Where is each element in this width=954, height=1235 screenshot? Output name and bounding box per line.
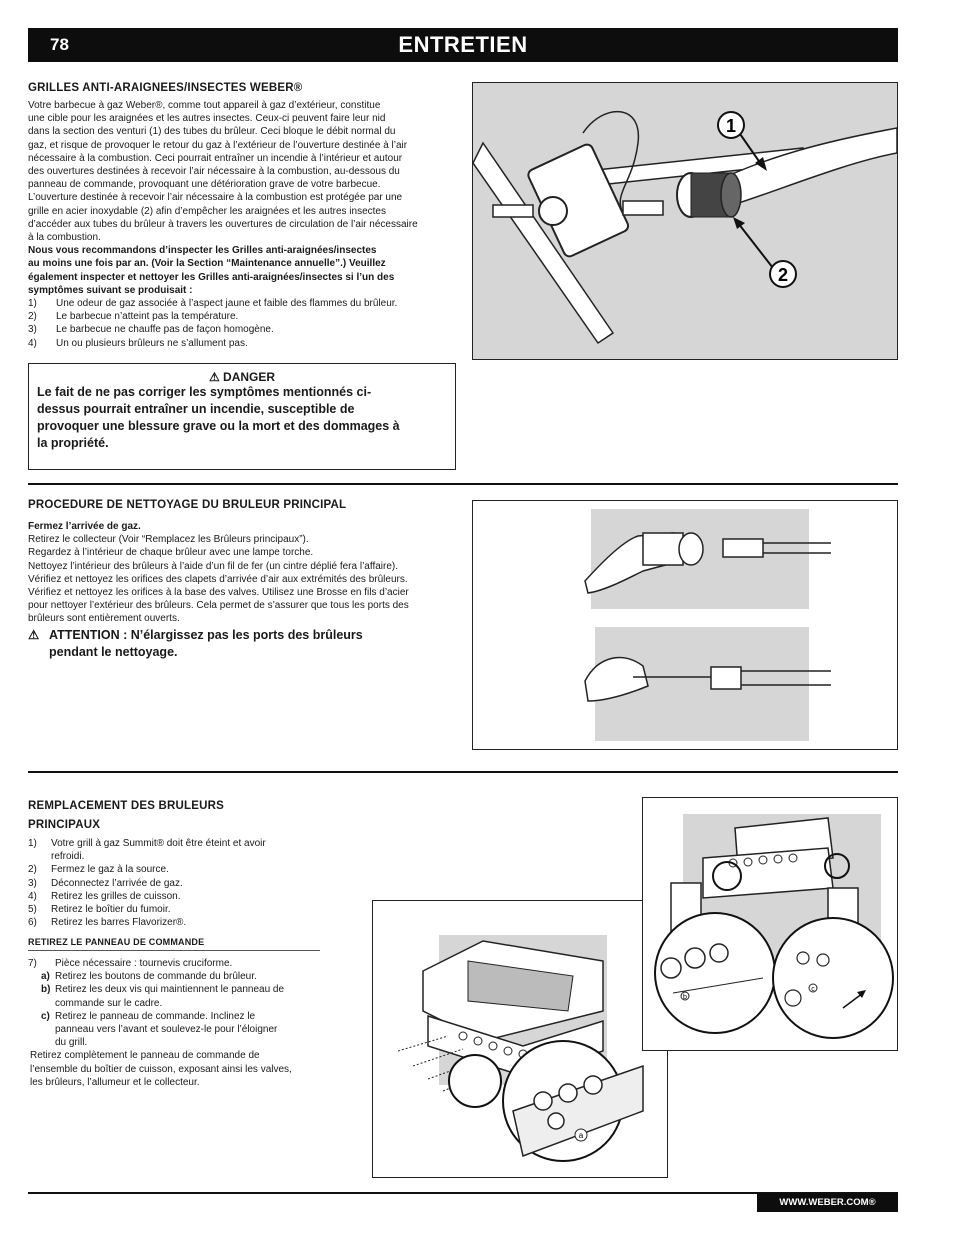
replacement-steps [28,837,328,929]
list-item: 4) Retirez les grilles de cuisson. [28,890,181,902]
list-item: 1) Une odeur de gaz associée à l’aspect jaune et faible des flammes du brûleur. [28,298,398,310]
burner-tube-illustration [473,83,897,359]
recommendation-line: symptômes suivant se produisait : [28,284,193,296]
burner-cleaning-figure [472,500,898,750]
page-title: ENTRETIEN [398,32,528,57]
paragraph-line: gaz, et risque de provoquer le retour du gaz à l’extérieur de l’ouverture destinée à l’air [28,139,408,151]
paragraph-line: nécessaire à la combustion. Ceci pourrait entraîner un incendie à l’intérieur et autour [28,152,403,164]
page-header [28,28,898,62]
list-item: 6) Retirez les barres Flavorizer®. [28,917,187,929]
warning-triangle-icon: ⚠ [28,628,40,642]
control-panel-removal-figure [372,900,668,1178]
grill-front-illustration [373,901,667,1177]
paragraph-line: panneau de commande, provoquant une détérioration grave de votre barbecue. [28,179,381,191]
cleaning-step: Fermez l’arrivée de gaz. [28,521,141,532]
section-divider [28,483,898,485]
paragraph-line: grille en acier inoxydable (2) afin d’empêcher les araignées et les autres insectes [28,205,386,217]
cleaning-step: Vérifiez et nettoyez les orifices à la base des valves. Utilisez une Brosse en fils d’acier [28,587,409,599]
section-title-burner-cleaning: PROCEDURE DE NETTOYAGE DU BRULEUR PRINCIPAL [28,499,347,511]
list-item: c) Retirez le panneau de commande. Inclinez le [41,1010,256,1022]
recommendation-line: Nous vous recommandons d’inspecter les Grilles anti-araignées/insectes [28,245,377,257]
list-item: commande sur le cadre. [55,997,163,1009]
paragraph-line: une cible pour les araignées et les autres insectes. Ceux-ci peuvent faire leur nid [28,113,386,125]
website-link[interactable]: WWW.WEBER.COM® [757,1193,898,1212]
recommendation-line: également inspecter et nettoyer les Grilles anti-araignées/insectes si l’un des [28,271,395,283]
list-item: a) Retirez les boutons de commande du brûleur. [41,971,257,983]
danger-text: Le fait de ne pas corriger les symptômes mentionnés ci- dessus pourrait entraîner un incendie, susceptible de provoquer une blessure grave ou la mort et des dommages à la propriété. [37,385,400,450]
control-panel-steps [28,957,328,1089]
paragraph-line: dans la section des venturi (1) des tubes du brûleur. Ceci bloque le débit normal du [28,126,396,138]
danger-warning-box [28,363,456,470]
cleaning-step: Vérifiez et nettoyez les orifices des clapets d’arrivée d’air aux extrémités des brûleurs. [28,573,408,585]
paragraph-line: Votre barbecue à gaz Weber®, comme tout appareil à gaz d’extérieur, constitue [28,100,381,111]
burner-tube-figure [472,82,898,360]
paragraph-line: L’ouverture destinée à recevoir l’air nécessaire à la combustion est protégée par une [28,192,403,204]
list-item: 1) Votre grill à gaz Summit® doit être éteint et avoir [28,838,266,849]
subheading-control-panel: RETIREZ LE PANNEAU DE COMMANDE [28,937,205,947]
label-c: c [811,986,815,993]
recommendation-line: au moins une fois par an. (Voir la Section “Maintenance annuelle”.) Veuillez [28,258,386,270]
burner-cleaning-illustration [473,501,897,749]
paragraph-line: à la combustion. [28,232,101,244]
cleaning-step: Nettoyez l’intérieur des brûleurs à l’aide d’un fil de fer (un cintre déplié fera l’affaire). [28,560,399,572]
cleaning-step: Regardez à l’intérieur de chaque brûleur avec une lampe torche. [28,547,314,559]
symptom-list [28,297,458,350]
list-item: panneau vers l’avant et soulevez-le pour l’éloigner [55,1024,278,1036]
list-item: 2) Fermez le gaz à la source. [28,864,169,876]
page-number: 78 [50,35,69,54]
section-divider [28,771,898,773]
section-title-insect-screens: GRILLES ANTI-ARAIGNEES/INSECTES WEBER® [28,82,303,94]
list-item: 2) Le barbecue n’atteint pas la température. [28,311,239,323]
list-item: 4) Un ou plusieurs brûleurs ne s’allument pas. [28,337,248,349]
list-item: 3) Déconnectez l’arrivée de gaz. [28,877,183,889]
subheading-underline [28,950,320,951]
cleaning-step: brûleurs sont entièrement ouverts. [28,613,180,625]
callout-1: 1 [725,116,737,136]
warning-triangle-icon: ⚠ [208,370,220,384]
cleaning-step: Retirez le collecteur (Voir “Remplacez les Brûleurs principaux”). [28,534,309,546]
list-item: refroidi. [51,851,85,863]
burner-cleaning-text [28,520,458,626]
label-a: a [578,1131,584,1140]
list-item: 3) Le barbecue ne chauffe pas de façon homogène. [28,324,274,336]
callout-2: 2 [777,265,789,285]
insect-screens-paragraph [28,99,458,350]
closing-paragraph: Retirez complètement le panneau de commande de l’ensemble du boîtier de cuisson, exposant ainsi les valves, les brûleurs, l’allumeur et le collecteur. [30,1050,292,1088]
grill-side-illustration [643,798,897,1050]
control-panel-screws-figure [642,797,898,1051]
label-b: b [683,994,687,1001]
paragraph-line: d’accéder aux tubes du brûleur à travers les ouvertures de circulation de l’air nécessaire [28,218,418,230]
list-item: 5) Retirez le boîtier du fumoir. [28,904,171,916]
list-item: 7) Pièce nécessaire : tournevis cruciforme. [28,958,233,969]
list-item: du grill. [55,1037,88,1049]
list-item: b) Retirez les deux vis qui maintiennent le panneau de [41,984,285,996]
section-title-burner-replacement: REMPLACEMENT DES BRULEURS PRINCIPAUX [28,800,225,831]
paragraph-line: des ouvertures destinées à recevoir l’air nécessaire à la combustion, au-dessous du [28,166,400,178]
attention-note: ⚠ ATTENTION : N’élargissez pas les ports des brûleurs pendant le nettoyage. [28,628,363,659]
danger-heading: ⚠ DANGER [208,370,276,384]
cleaning-step: pour nettoyer l’extérieur des brûleurs. Cela permet de s’assurer que tous les ports des [28,600,409,612]
